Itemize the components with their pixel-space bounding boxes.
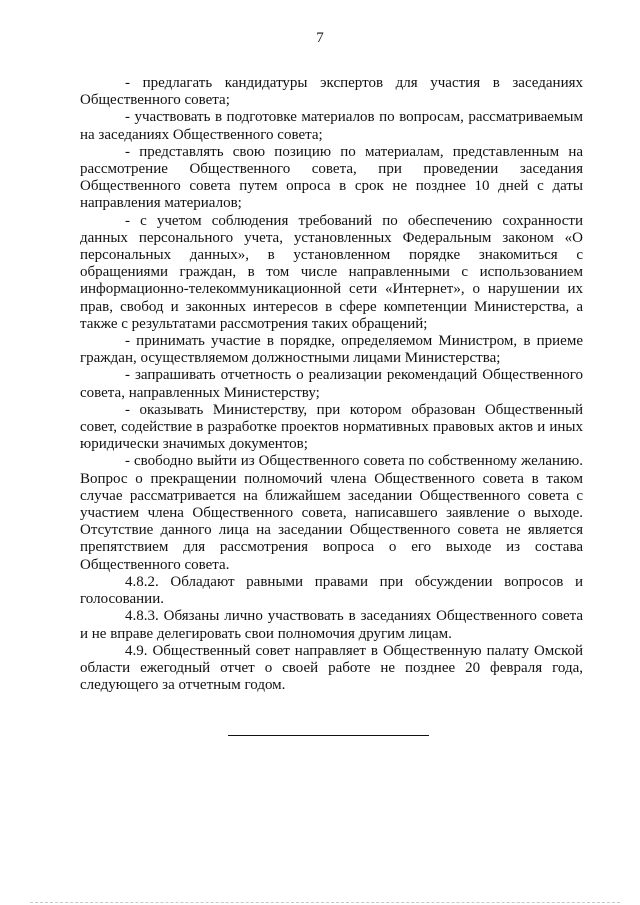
paragraph: 4.9. Общественный совет направляет в Общественную палату Омской области ежегодный отчет о своей работе не позднее 20 февраля года, следующего за отчетным годом. xyxy=(80,642,583,694)
closing-rule xyxy=(228,735,429,736)
paragraph: - участвовать в подготовке материалов по вопросам, рассматриваемым на заседаниях Общественного совета; xyxy=(80,109,583,143)
paragraph: - оказывать Министерству, при котором образован Общественный совет, содействие в разработке проектов нормативных правовых актов и иных юридически значимых документов; xyxy=(80,401,583,453)
paragraph: - запрашивать отчетность о реализации рекомендаций Общественного совета, направленных Министерству; xyxy=(80,367,583,401)
paragraph: - предлагать кандидатуры экспертов для участия в заседаниях Общественного совета; xyxy=(80,75,583,109)
paragraph: - с учетом соблюдения требований по обеспечению сохранности данных персонального учета, установленных Федеральным законом «О персональных данных», в установленном порядке знакомиться с обращениями граждан, в том числе направленными с использованием информационно-телекоммуникационной сети «Интернет», о нарушении их прав, свобод и законных интересов в сфере компетенции Министерства, а также с результатами рассмотрения таких обращений; xyxy=(80,212,583,332)
paragraph: - представлять свою позицию по материалам, представленным на рассмотрение Общественного совета, при проведении заседания Общественного совета путем опроса в срок не позднее 10 дней с даты направления материалов; xyxy=(80,143,583,212)
paragraph: 4.8.2. Обладают равными правами при обсуждении вопросов и голосовании. xyxy=(80,573,583,608)
page-edge-divider xyxy=(30,902,620,903)
paragraph: - принимать участие в порядке, определяемом Министром, в приеме граждан, осуществляемом должностными лицами Министерства; xyxy=(80,333,583,367)
document-body xyxy=(80,75,583,694)
paragraph: 4.8.3. Обязаны лично участвовать в заседаниях Общественного совета и не вправе делегировать свои полномочия другим лицам. xyxy=(80,608,583,642)
page-number: 7 xyxy=(316,30,324,46)
paragraph: - свободно выйти из Общественного совета по собственному желанию. Вопрос о прекращении полномочий члена Общественного совета в таком случае рассматривается на ближайшем заседании Общественного совета с участием члена Общественного совета, написавшего заявление о выходе. Отсутствие данного лица на заседании Общественного совета не является препятствием для рассмотрения вопроса о его выходе из состава Общественного совета. xyxy=(80,453,583,573)
